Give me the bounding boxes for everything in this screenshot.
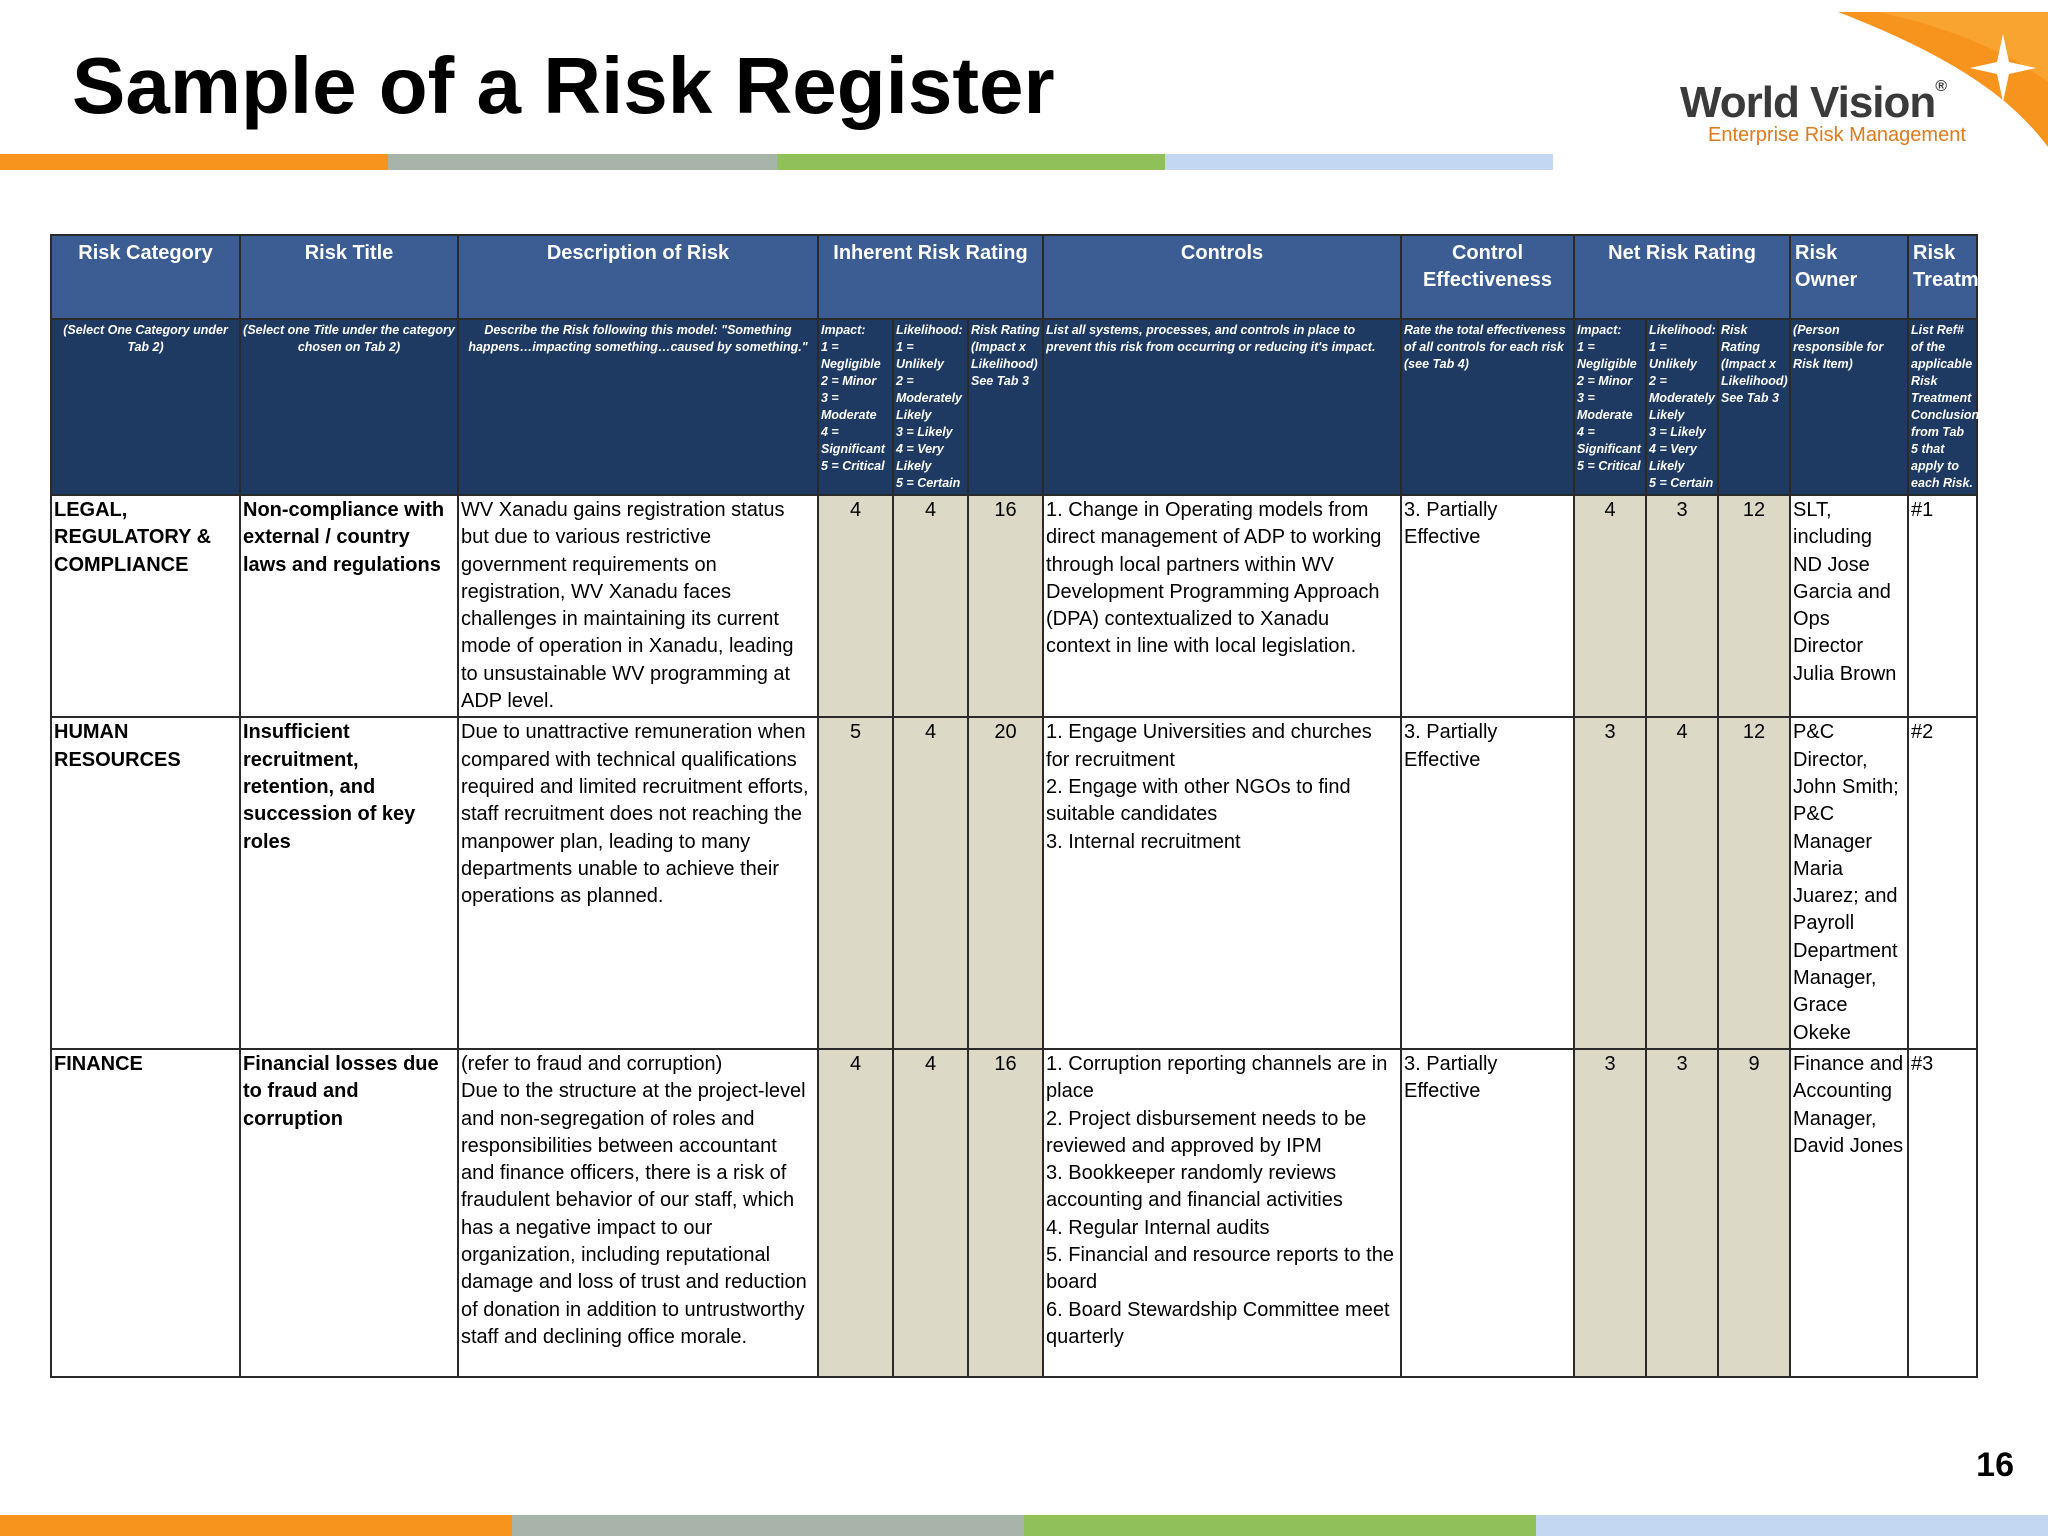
risk-register-table xyxy=(50,234,2009,1378)
sub-description: Describe the Risk following this model: "Something happens…impacting something…caused by something." xyxy=(458,319,818,495)
sub-likelihood: Likelihood: 1 = Unlikely 2 = Moderately Likely 3 = Likely 4 = Very Likely 5 = Certain xyxy=(893,319,968,495)
cell-rating: 16 xyxy=(968,495,1043,717)
footer-color-band xyxy=(0,1515,2048,1536)
sub-risk-owner: (Person responsible for Risk Item) xyxy=(1790,319,1908,495)
cell-rating: 16 xyxy=(968,1049,1043,1377)
cell-net-rating: 12 xyxy=(1718,495,1790,717)
sub-net-likelihood: Likelihood: 1 = Unlikely 2 = Moderately Likely 3 = Likely 4 = Very Likely 5 = Certain xyxy=(1646,319,1718,495)
sub-risk-category: (Select One Category under Tab 2) xyxy=(51,319,240,495)
header-risk-owner: Risk Owner xyxy=(1790,235,1908,319)
band-orange xyxy=(0,154,388,170)
cell-net-impact: 3 xyxy=(1574,717,1646,1049)
page-number: 16 xyxy=(1976,1446,2014,1484)
sub-risk-treatment: List Ref# of the applicable Risk Treatment Conclusions from Tab 5 that apply to each Risk. xyxy=(1908,319,1977,495)
table-row xyxy=(51,717,1977,1049)
sub-controls: List all systems, processes, and controls in place to prevent this risk from occurring or reducing it's impact. xyxy=(1043,319,1401,495)
world-vision-logo xyxy=(1680,12,2048,152)
sub-net-impact: Impact: 1 = Negligible 2 = Minor 3 = Moderate 4 = Significant 5 = Critical xyxy=(1574,319,1646,495)
cell-net-impact: 4 xyxy=(1574,495,1646,717)
cell-treatment: #2 xyxy=(1908,717,1977,1049)
header-controls: Controls xyxy=(1043,235,1401,319)
sub-impact: Impact: 1 = Negligible 2 = Minor 3 = Moderate 4 = Significant 5 = Critical xyxy=(818,319,893,495)
cell-impact: 4 xyxy=(818,1049,893,1377)
cell-impact: 5 xyxy=(818,717,893,1049)
band-green xyxy=(1024,1515,1536,1536)
table-row xyxy=(51,495,1977,717)
band-blue xyxy=(1536,1515,2048,1536)
header-description: Description of Risk xyxy=(458,235,818,319)
band-gray xyxy=(512,1515,1024,1536)
cell-likelihood: 4 xyxy=(893,495,968,717)
cell-net-rating: 9 xyxy=(1718,1049,1790,1377)
cell-description: WV Xanadu gains registration status but due to various restrictive government requirements on registration, WV Xanadu faces challenges in maintaining its current mode of operation in Xanadu, leading to unsustainable WV programming at ADP level. xyxy=(458,495,818,717)
cell-category: FINANCE xyxy=(51,1049,240,1377)
band-gray xyxy=(388,154,776,170)
cell-likelihood: 4 xyxy=(893,717,968,1049)
sub-net-risk-rating: Risk Rating (Impact x Likelihood) See Tab 3 xyxy=(1718,319,1790,495)
header-color-band xyxy=(0,154,1553,170)
logo-name: World Vision® xyxy=(1680,78,1947,127)
cell-treatment: #1 xyxy=(1908,495,1977,717)
header-inherent-risk-rating: Inherent Risk Rating xyxy=(818,235,1043,319)
cell-title: Financial losses due to fraud and corruption xyxy=(240,1049,458,1377)
header-risk-title: Risk Title xyxy=(240,235,458,319)
cell-net-rating: 12 xyxy=(1718,717,1790,1049)
cell-net-likelihood: 3 xyxy=(1646,1049,1718,1377)
sub-control-effectiveness: Rate the total effectiveness of all controls for each risk (see Tab 4) xyxy=(1401,319,1574,495)
header-net-risk-rating: Net Risk Rating xyxy=(1574,235,1790,319)
cell-owner: SLT, including ND Jose Garcia and Ops Director Julia Brown xyxy=(1790,495,1908,717)
cell-category: LEGAL, REGULATORY & COMPLIANCE xyxy=(51,495,240,717)
band-green xyxy=(777,154,1165,170)
cell-likelihood: 4 xyxy=(893,1049,968,1377)
cell-owner: P&C Director, John Smith; P&C Manager Maria Juarez; and Payroll Department Manager, Grace Okeke xyxy=(1790,717,1908,1049)
table-row xyxy=(51,1049,1977,1377)
header-risk-category: Risk Category xyxy=(51,235,240,319)
cell-title: Non-compliance with external / country laws and regulations xyxy=(240,495,458,717)
header-risk-treatment: Risk Treatment xyxy=(1908,235,1977,319)
cell-net-impact: 3 xyxy=(1574,1049,1646,1377)
cell-effectiveness: 3. Partially Effective xyxy=(1401,495,1574,717)
cell-net-likelihood: 4 xyxy=(1646,717,1718,1049)
cell-controls: 1. Engage Universities and churches for recruitment 2. Engage with other NGOs to find suitable candidates 3. Internal recruitment xyxy=(1043,717,1401,1049)
cell-treatment: #3 xyxy=(1908,1049,1977,1377)
cell-impact: 4 xyxy=(818,495,893,717)
cell-controls: 1. Corruption reporting channels are in place 2. Project disbursement needs to be reviewed and approved by IPM 3. Bookkeeper randomly reviews accounting and financial activities 4. Regular Internal audits 5. Financial and resource reports to the board 6. Board Stewardship Committee meet quarterly xyxy=(1043,1049,1401,1377)
cell-category: HUMAN RESOURCES xyxy=(51,717,240,1049)
cell-net-likelihood: 3 xyxy=(1646,495,1718,717)
logo-subtitle: Enterprise Risk Management xyxy=(1708,124,1966,146)
band-blue xyxy=(1165,154,1553,170)
cell-effectiveness: 3. Partially Effective xyxy=(1401,1049,1574,1377)
cell-controls: 1. Change in Operating models from direct management of ADP to working through local partners within WV Development Programming Approach (DPA) contextualized to Xanadu context in line with local legislation. xyxy=(1043,495,1401,717)
cell-description: (refer to fraud and corruption) Due to the structure at the project-level and non-segregation of roles and responsibilities between accountant and finance officers, there is a risk of fraudulent behavior of our staff, which has a negative impact to our organization, including reputational damage and loss of trust and reduction of donation in addition to untrustworthy staff and declining office morale. xyxy=(458,1049,818,1377)
cell-owner: Finance and Accounting Manager, David Jones xyxy=(1790,1049,1908,1377)
cell-rating: 20 xyxy=(968,717,1043,1049)
cell-title: Insufficient recruitment, retention, and succession of key roles xyxy=(240,717,458,1049)
cell-description: Due to unattractive remuneration when compared with technical qualifications required and limited recruitment efforts, staff recruitment does not reaching the manpower plan, leading to many departments unable to achieve their operations as planned. xyxy=(458,717,818,1049)
subheader-row xyxy=(51,319,1977,495)
band-orange xyxy=(0,1515,512,1536)
header-control-effectiveness: Control Effectiveness xyxy=(1401,235,1574,319)
header-row xyxy=(51,235,1977,319)
page-title: Sample of a Risk Register xyxy=(72,41,1055,130)
sub-risk-title: (Select one Title under the category chosen on Tab 2) xyxy=(240,319,458,495)
cell-effectiveness: 3. Partially Effective xyxy=(1401,717,1574,1049)
sub-risk-rating: Risk Rating (Impact x Likelihood) See Tab 3 xyxy=(968,319,1043,495)
